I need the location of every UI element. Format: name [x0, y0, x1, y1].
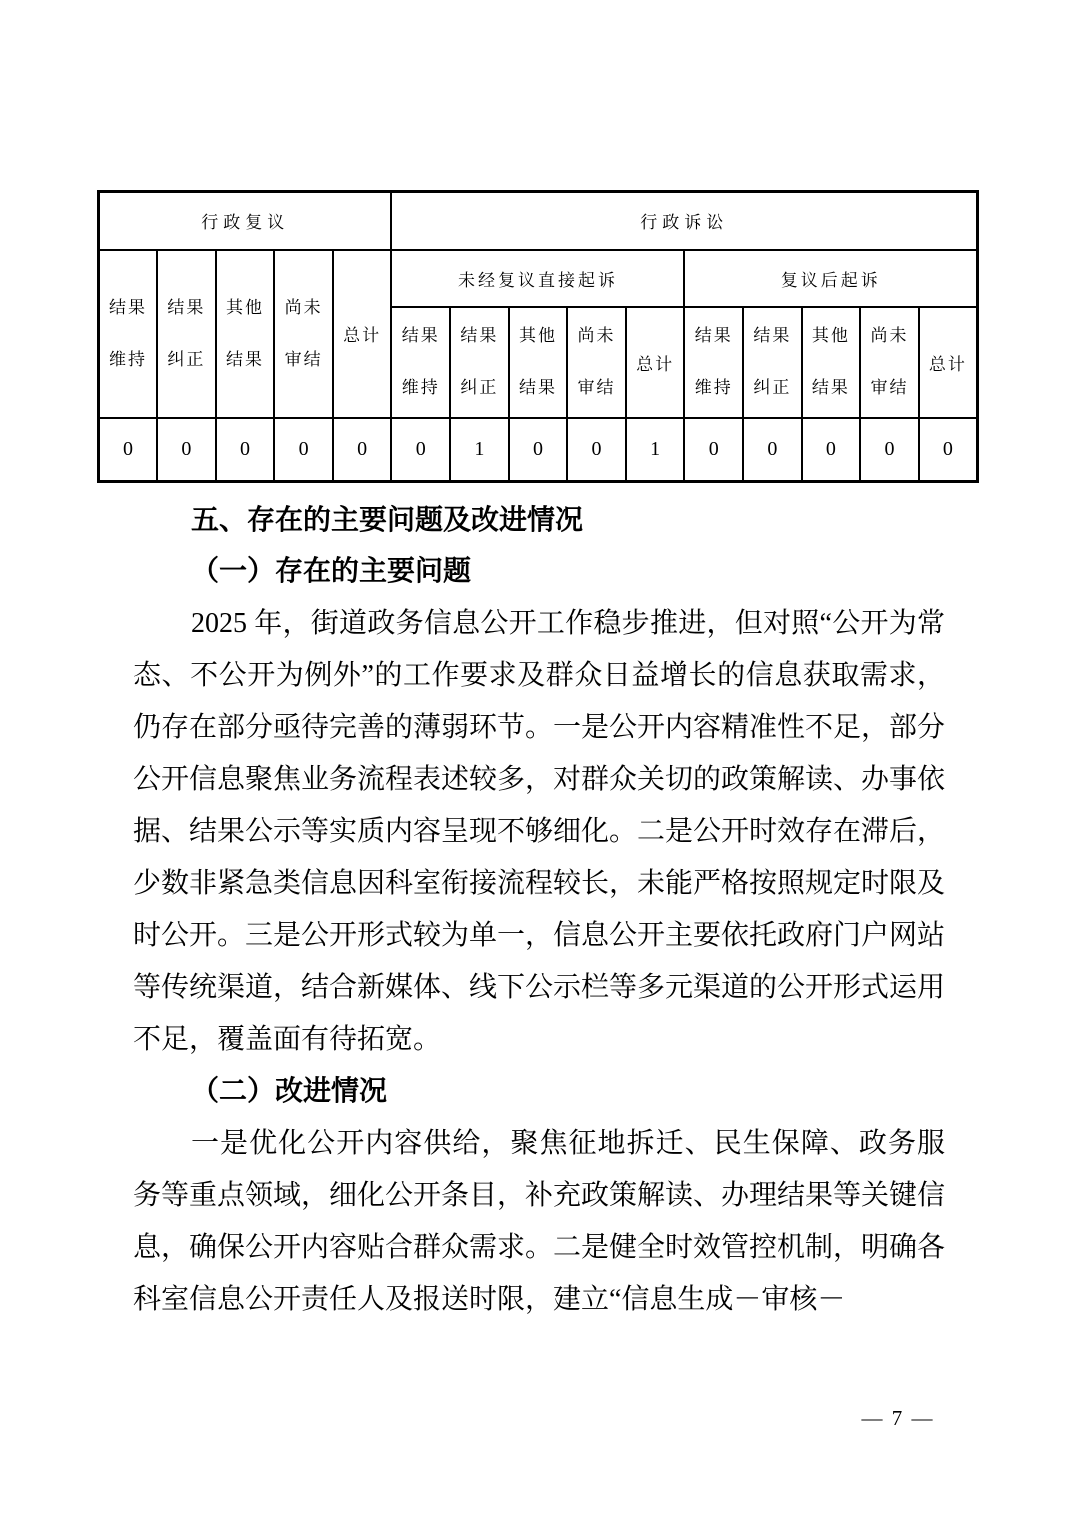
table-value-cell: 0: [333, 418, 392, 482]
col-header-line: 纠正: [167, 349, 206, 369]
col-header-line: 其他: [811, 326, 850, 345]
document-body: [133, 494, 945, 1326]
paragraph-problems: 2025 年，街道政务信息公开工作稳步推进，但对照“公开为常态、不公开为例外”的工作要求及群众日益增长的信息获取需求，仍存在部分亟待完善的薄弱环节。一是公开内容精准性不足，部分公开信息聚焦业务流程表述较多，对群众关切的政策解读、办事依据、结果公示等实质内容呈现不够细化。二是公开时效存在滞后，少数非紧急类信息因科室衔接流程较长，未能严格按照规定时限及时公开。三是公开形式较为单一，信息公开主要依托政府门户网站等传统渠道，结合新媒体、线下公示栏等多元渠道的公开形式运用不足，覆盖面有待拓宽。: [133, 608, 946, 1055]
col-header-line: 维持: [109, 349, 148, 369]
col-header-result-corrected: [157, 250, 216, 418]
col-header-line: 结果: [401, 326, 440, 345]
col-header-result-upheld: [391, 307, 450, 418]
table-row: [99, 192, 978, 250]
col-header-line: 审结: [284, 349, 323, 369]
table-value-cell: 1: [626, 418, 685, 482]
col-header-line: 其他: [225, 297, 264, 317]
paragraph-improvements: 一是优化公开内容供给，聚焦征地拆迁、民生保障、政务服务等重点领域，细化公开条目，补充政策解读、办理结果等关键信息，确保公开内容贴合群众需求。二是健全时效管控机制，明确各科室信息公开责任人及报送时限，建立“信息生成－审核－: [133, 1128, 946, 1315]
col-header-line: 结果: [460, 326, 499, 345]
table-value-cell: 0: [684, 418, 743, 482]
col-header-line: 纠正: [753, 378, 792, 397]
col-header-pending: [860, 307, 919, 418]
col-header-line: 尚未: [284, 297, 323, 317]
table-value-cell: 0: [860, 418, 919, 482]
col-header-total: 总计: [333, 250, 392, 418]
col-header-total: 总计: [919, 307, 978, 418]
col-header-line: 纠正: [460, 378, 499, 397]
col-header-result-corrected: [450, 307, 509, 418]
table-value-cell: 0: [743, 418, 802, 482]
col-header-line: 结果: [225, 349, 264, 369]
col-header-other-result: [216, 250, 275, 418]
header-administrative-review: 行政复议: [99, 192, 392, 250]
table-value-cell: 0: [509, 418, 568, 482]
col-header-result-upheld: [99, 250, 158, 418]
col-header-line: 结果: [109, 297, 148, 317]
subsection-heading-1: （一）存在的主要问题: [191, 556, 472, 587]
header-administrative-litigation: 行政诉讼: [391, 192, 977, 250]
header-direct-lawsuit: 未经复议直接起诉: [391, 250, 684, 307]
header-lawsuit-after-review: 复议后起诉: [684, 250, 977, 307]
litigation-stats-table: [97, 190, 979, 483]
col-header-total: 总计: [626, 307, 685, 418]
table-value-cell: 0: [274, 418, 333, 482]
table-value-cell: 0: [919, 418, 978, 482]
col-header-result-upheld: [684, 307, 743, 418]
col-header-line: 结果: [811, 378, 850, 397]
table-row: [99, 250, 978, 307]
col-header-line: 审结: [577, 378, 616, 397]
col-header-line: 结果: [518, 378, 557, 397]
col-header-pending: [567, 307, 626, 418]
col-header-line: 结果: [753, 326, 792, 345]
table-value-cell: 0: [157, 418, 216, 482]
table-value-cell: 1: [450, 418, 509, 482]
col-header-result-corrected: [743, 307, 802, 418]
table-value-cell: 0: [567, 418, 626, 482]
table-value-cell: 0: [216, 418, 275, 482]
page-number: — 7 —: [861, 1406, 935, 1430]
col-header-line: 其他: [518, 326, 557, 345]
col-header-line: 维持: [401, 378, 440, 397]
table-value-cell: 0: [99, 418, 158, 482]
table-value-cell: 0: [802, 418, 861, 482]
subsection-heading-2: （二）改进情况: [191, 1076, 388, 1107]
col-header-line: 结果: [167, 297, 206, 317]
col-header-line: 结果: [694, 326, 733, 345]
table-data-row: [99, 418, 978, 482]
col-header-line: 尚未: [577, 326, 616, 345]
col-header-other-result: [509, 307, 568, 418]
section-heading-5: 五、存在的主要问题及改进情况: [191, 504, 584, 535]
col-header-other-result: [802, 307, 861, 418]
col-header-line: 维持: [694, 378, 733, 397]
col-header-pending: [274, 250, 333, 418]
table-value-cell: 0: [391, 418, 450, 482]
col-header-line: 审结: [870, 378, 909, 397]
col-header-line: 尚未: [870, 326, 909, 345]
